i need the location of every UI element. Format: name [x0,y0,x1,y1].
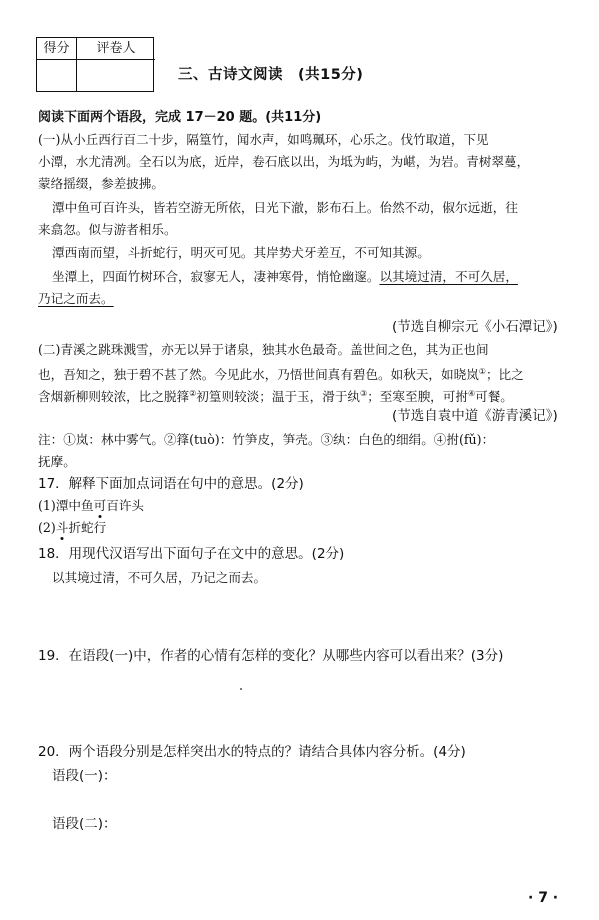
passage2-text: 也，吾知之，独于碧不甚了然。今见此水，乃悟世间真有碧色。如秋天，如晓岚 [38,367,479,383]
item-text: 百许头 [106,498,144,513]
answer-area-20-part-2[interactable] [120,818,560,878]
notes-line: 注：①岚：林中雾气。②箨(tuò)：竹笋皮，笋壳。③纨：白色的细绢。④拊(fǔ)： [38,432,495,447]
footnote-mark: ④ [467,389,476,398]
passage1-line: 来翕忽。似与游者相乐。 [38,222,177,237]
item-text: 折蛇行 [68,520,107,535]
answer-area-19[interactable] [38,670,558,732]
score-table [36,37,154,92]
grader-cell[interactable] [77,60,155,91]
dotted-word: 可 [93,498,107,513]
passage2-line [38,362,524,385]
question-17-item-2 [38,518,106,538]
dotted-word: 斗 [55,520,69,535]
passage1-line: 潭中鱼可百许头，皆若空游无所依，日光下澈，影布石上。佁然不动，俶尔远逝，往 [52,200,518,215]
passage1-source: (节选自柳宗元《小石潭记》) [392,319,558,335]
passage1-line: (一)从小丘西行百二十步，隔篁竹，闻水声，如鸣珮环，心乐之。伐竹取道，下见 [38,132,489,147]
question-20-part-1: 语段(一)： [52,768,117,784]
notes-line: 抚摩。 [38,454,76,469]
passage1-text: 坐潭上，四面竹树环合，寂寥无人，凄神寒骨，悄怆幽邃。 [52,269,380,284]
footnote-mark: ① [478,367,486,376]
underlined-sentence: 以其境过清，不可久居， [379,269,518,284]
footnote-mark: ② [189,389,197,398]
question-20-part-2: 语段(二)： [52,816,117,832]
passage2-source: (节选自袁中道《游青溪记》) [392,408,558,424]
page-number: · 7 · [528,890,559,906]
score-cell[interactable] [37,60,77,91]
passage2-text: ；比之 [485,367,524,383]
passage1-line: 蒙络摇缀，参差披拂。 [38,176,164,191]
footnote-mark: ③ [360,389,368,398]
answer-area-18[interactable] [38,592,558,642]
scan-speck [240,688,242,690]
question-19: 19．在语段(一)中，作者的心情有怎样的变化？从哪些内容可以看出来？(3分) [38,648,504,664]
passage1-line [52,267,518,287]
passage2-text: 初篁则较淡；温于玉，滑于纨 [196,389,361,405]
item-text: (1)潭中鱼 [38,498,94,513]
section-title: 三、古诗文阅读 (共15分) [178,67,364,83]
question-20: 20．两个语段分别是怎样突出水的特点的？请结合具体内容分析。(4分) [38,744,466,760]
passage2-text: 含烟新柳则较浓，比之脱箨 [38,389,190,405]
item-text: (2) [38,520,56,535]
passage2-line [38,384,513,407]
passage1-line: 小潭，水尤清冽。全石以为底，近岸，卷石底以出，为坻为屿，为嵁，为岩。青树翠蔓， [38,154,530,169]
question-17: 17．解释下面加点词语在句中的意思。(2分) [38,476,304,492]
passage2-text: ；至寒至腴，可拊 [367,389,468,405]
score-label: 得分 [37,38,77,60]
underlined-sentence: 乃记之而去。 [38,291,114,306]
passage2-text: 可餐。 [475,389,513,405]
question-18-sentence: 以其境过清，不可久居，乃记之而去。 [52,570,267,585]
question-17-item-1 [38,496,144,516]
question-18: 18．用现代汉语写出下面句子在文中的意思。(2分) [38,546,345,562]
reading-instruction: 阅读下面两个语段，完成 17－20 题。(共11分) [38,110,322,125]
passage1-line: 潭西南而望，斗折蛇行，明灭可见。其岸势犬牙差互，不可知其源。 [52,245,430,260]
passage2-line: (二)青溪之跳珠溅雪，亦无以异于诸泉，独其水色最奇。盖世间之色，其为正也间 [38,342,489,357]
answer-area-20-part-1[interactable] [120,770,560,806]
grader-label: 评卷人 [77,38,155,60]
